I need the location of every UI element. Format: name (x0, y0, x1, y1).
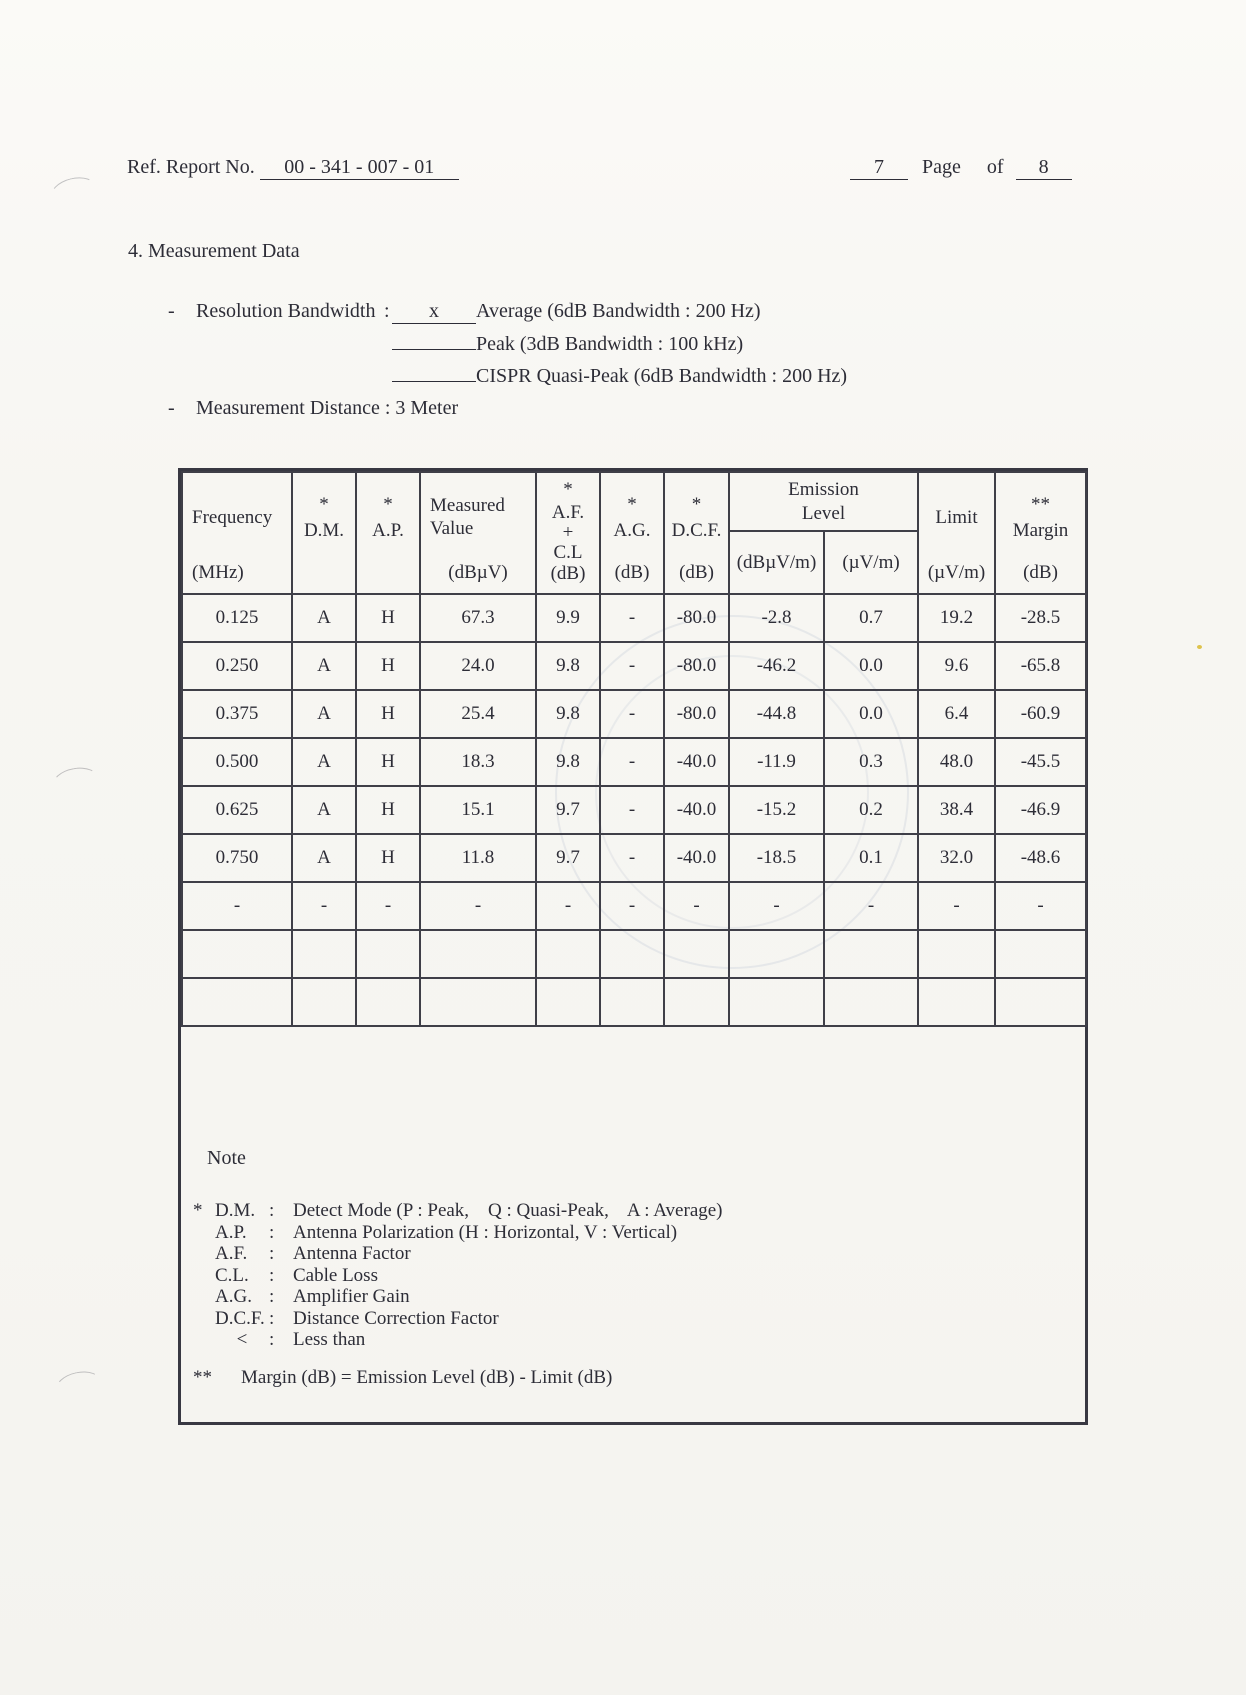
cell: -28.5 (995, 594, 1086, 642)
cell: 9.7 (536, 786, 600, 834)
cell (824, 930, 918, 978)
cell: H (356, 690, 420, 738)
cell: - (420, 882, 536, 930)
cell: 0.7 (824, 594, 918, 642)
cell: -60.9 (995, 690, 1086, 738)
peak-option-line (168, 333, 847, 356)
def-colon: : (269, 1243, 275, 1264)
def-term: A.F. (215, 1243, 248, 1264)
cell: - (729, 882, 824, 930)
cell: 9.7 (536, 834, 600, 882)
yellow-speck-artifact (1197, 645, 1202, 649)
def-text: Less than (293, 1329, 366, 1350)
cell: -48.6 (995, 834, 1086, 882)
cell (292, 978, 356, 1026)
cell: -18.5 (729, 834, 824, 882)
cell: 0.125 (182, 594, 292, 642)
cell: -65.8 (995, 642, 1086, 690)
measurement-table (181, 471, 1087, 1027)
cell: A (292, 786, 356, 834)
def-colon: : (269, 1307, 275, 1329)
cell: -15.2 (729, 786, 824, 834)
cell: - (600, 642, 664, 690)
cell: - (824, 882, 918, 930)
cell: 19.2 (918, 594, 995, 642)
col-header-ag: * A.G. (dB) (600, 472, 664, 594)
measurement-data-box (178, 468, 1088, 1425)
ref-report-line (127, 156, 459, 180)
def-text: Antenna Factor (293, 1243, 411, 1264)
note-definitions (193, 1200, 1085, 1351)
double-star: ** (193, 1366, 212, 1388)
option-peak: Peak (3dB Bandwidth : 100 kHz) (476, 333, 744, 355)
def-colon: : (269, 1200, 275, 1221)
cell: H (356, 834, 420, 882)
col-header-dm: * D.M. (292, 472, 356, 594)
pencil-arc-artifact (47, 173, 101, 214)
resolution-bandwidth-line (168, 300, 847, 324)
table-row (182, 594, 1086, 642)
cell (420, 930, 536, 978)
def-colon: : (269, 1286, 275, 1307)
table-row (182, 642, 1086, 690)
table-row (182, 786, 1086, 834)
col-header-frequency: Frequency (MHz) (182, 472, 292, 594)
def-term: C.L. (215, 1264, 249, 1286)
cell (600, 930, 664, 978)
cell (182, 930, 292, 978)
cispr-option-line (168, 365, 847, 388)
cell: -2.8 (729, 594, 824, 642)
def-term: < (236, 1329, 248, 1350)
col-header-emission-uv: (µV/m) (824, 531, 918, 594)
cell: H (356, 642, 420, 690)
note-star: * (193, 1200, 203, 1221)
cell: 9.6 (918, 642, 995, 690)
def-text: Cable Loss (293, 1264, 378, 1286)
cell: -46.9 (995, 786, 1086, 834)
pencil-arc-artifact (50, 764, 102, 802)
cell: - (600, 786, 664, 834)
table-row (182, 930, 1086, 978)
cell: 67.3 (420, 594, 536, 642)
col-header-afcl: * A.F. + C.L (dB) (536, 472, 600, 594)
def-colon: : (269, 1329, 275, 1350)
cell (664, 978, 729, 1026)
cell: - (995, 882, 1086, 930)
cell: 11.8 (420, 834, 536, 882)
cell: 24.0 (420, 642, 536, 690)
page-number: 7 (850, 156, 908, 180)
option-cispr: CISPR Quasi-Peak (6dB Bandwidth : 200 Hz) (476, 365, 848, 387)
cell (356, 978, 420, 1026)
ref-report-number: 00 - 341 - 007 - 01 (260, 156, 459, 180)
cell: 9.8 (536, 738, 600, 786)
cell: 0.625 (182, 786, 292, 834)
page-of-label: of (986, 156, 1004, 178)
cell: -80.0 (664, 642, 729, 690)
col-header-ap: * A.P. (356, 472, 420, 594)
cell (664, 930, 729, 978)
def-text: Antenna Polarization (H : Horizontal, V : Vertical) (293, 1221, 678, 1243)
cell: - (600, 882, 664, 930)
cell: -45.5 (995, 738, 1086, 786)
resolution-bandwidth-block (168, 300, 847, 429)
cell (536, 930, 600, 978)
table-row (182, 834, 1086, 882)
resolution-bandwidth-label: Resolution Bandwidth (196, 300, 376, 322)
cell: 18.3 (420, 738, 536, 786)
cell: A (292, 690, 356, 738)
page-total: 8 (1016, 156, 1072, 180)
pencil-arc-artifact (52, 1367, 105, 1406)
cell: - (182, 882, 292, 930)
cell: 15.1 (420, 786, 536, 834)
cell: 0.1 (824, 834, 918, 882)
def-term: A.G. (215, 1286, 252, 1307)
checkmark-blank-peak (392, 349, 476, 350)
cell (995, 978, 1086, 1026)
cell: A (292, 834, 356, 882)
cell (918, 978, 995, 1026)
cell: 0.750 (182, 834, 292, 882)
def-term: D.C.F. (215, 1307, 265, 1329)
cell: 0.2 (824, 786, 918, 834)
cell (600, 978, 664, 1026)
cell: 32.0 (918, 834, 995, 882)
page-indicator (850, 156, 1072, 180)
checkmark-blank-cispr (392, 381, 476, 382)
cell (918, 930, 995, 978)
def-term: D.M. (215, 1200, 256, 1221)
measurement-distance-text: Measurement Distance : 3 Meter (196, 397, 459, 419)
cell: H (356, 594, 420, 642)
cell: 48.0 (918, 738, 995, 786)
cell (729, 978, 824, 1026)
col-header-dcf: * D.C.F. (dB) (664, 472, 729, 594)
cell (824, 978, 918, 1026)
cell: 25.4 (420, 690, 536, 738)
option-average: Average (6dB Bandwidth : 200 Hz) (476, 300, 761, 322)
cell: - (600, 594, 664, 642)
cell: H (356, 738, 420, 786)
cell: A (292, 594, 356, 642)
col-header-measured-value: Measured Value (dBµV) (420, 472, 536, 594)
measurement-distance-line (168, 397, 847, 420)
cell (356, 930, 420, 978)
table-row (182, 978, 1086, 1026)
def-colon: : (269, 1264, 275, 1286)
cell: 9.8 (536, 642, 600, 690)
section-title: 4. Measurement Data (128, 240, 300, 262)
bullet-dash: - (168, 397, 175, 419)
cell: - (600, 738, 664, 786)
cell: 9.8 (536, 690, 600, 738)
cell: -11.9 (729, 738, 824, 786)
col-header-limit: Limit (µV/m) (918, 472, 995, 594)
cell: 38.4 (918, 786, 995, 834)
def-colon: : (269, 1221, 275, 1243)
cell: 0.250 (182, 642, 292, 690)
cell: -80.0 (664, 594, 729, 642)
cell: -46.2 (729, 642, 824, 690)
page-label: Page (922, 156, 961, 178)
cell: - (664, 882, 729, 930)
def-text: Amplifier Gain (293, 1286, 410, 1307)
cell: 0.3 (824, 738, 918, 786)
cell: 0.0 (824, 642, 918, 690)
table-row (182, 882, 1086, 930)
cell: 6.4 (918, 690, 995, 738)
cell: -44.8 (729, 690, 824, 738)
cell (292, 930, 356, 978)
col-header-emission-level: Emission Level (729, 472, 918, 531)
note-section (181, 1147, 1085, 1389)
note-title: Note (207, 1147, 246, 1169)
cell: -40.0 (664, 738, 729, 786)
def-text: Distance Correction Factor (293, 1307, 499, 1329)
def-term: A.P. (215, 1221, 247, 1243)
cell (729, 930, 824, 978)
cell (420, 978, 536, 1026)
cell (536, 978, 600, 1026)
cell: -40.0 (664, 834, 729, 882)
def-text: Detect Mode (P : Peak, Q : Quasi-Peak, A : Average) (293, 1200, 723, 1221)
cell: H (356, 786, 420, 834)
cell: 0.375 (182, 690, 292, 738)
cell (182, 978, 292, 1026)
checkmark-blank-average: x (392, 300, 476, 324)
cell: - (536, 882, 600, 930)
cell: - (356, 882, 420, 930)
table-row (182, 690, 1086, 738)
colon: : (384, 300, 390, 322)
col-header-emission-dbuv: (dBµV/m) (729, 531, 824, 594)
cell: - (918, 882, 995, 930)
cell: A (292, 642, 356, 690)
cell (995, 930, 1086, 978)
cell: -40.0 (664, 786, 729, 834)
bullet-dash: - (168, 300, 175, 322)
cell: 9.9 (536, 594, 600, 642)
cell: - (292, 882, 356, 930)
margin-formula-text: Margin (dB) = Emission Level (dB) - Limit (dB) (241, 1366, 613, 1388)
cell: A (292, 738, 356, 786)
cell: 0.500 (182, 738, 292, 786)
margin-formula-line (193, 1367, 1085, 1389)
col-header-margin: ** Margin (dB) (995, 472, 1086, 594)
ref-report-label: Ref. Report No. (127, 156, 255, 178)
table-row (182, 738, 1086, 786)
cell: - (600, 690, 664, 738)
cell: - (600, 834, 664, 882)
cell: -80.0 (664, 690, 729, 738)
cell: 0.0 (824, 690, 918, 738)
